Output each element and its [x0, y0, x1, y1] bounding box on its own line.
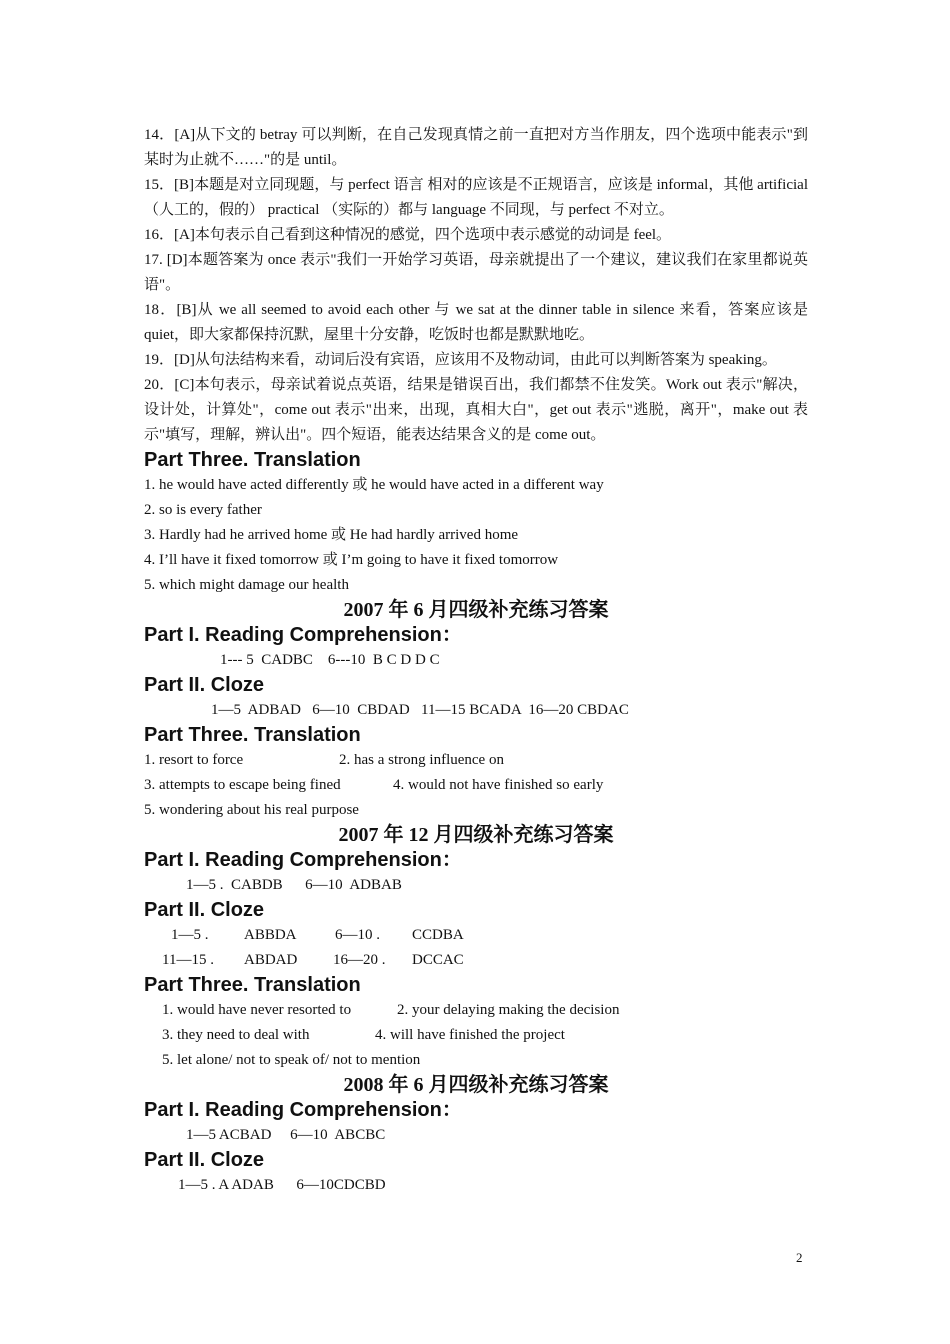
reading-heading: Part I. Reading Comprehension：	[144, 1099, 462, 1121]
translation-row	[144, 773, 808, 798]
cloze-range: 11—15 .	[162, 952, 214, 968]
translation-row	[144, 998, 808, 1023]
reading-answers: 1--- 5 CADBC 6---10 B C D D C	[220, 652, 440, 668]
translation-item: 3. Hardly had he arrived home 或 He had hardly arrived home	[144, 527, 519, 543]
translation-heading: Part Three. Translation	[144, 449, 361, 471]
cloze-row	[144, 923, 808, 948]
translation-row	[144, 1023, 808, 1048]
note-16: 16．[A]本句表示自己看到这种情况的感觉，四个选项中表示感觉的动词是 feel。	[144, 227, 672, 243]
note-17: 17. [D]本题答案为 once 表示"我们一开始学习英语，母亲就提出了一个建议，建议我们在家里都说英语"。	[144, 252, 808, 293]
section-title-2007-06: 2007 年 6 月四级补充练习答案	[343, 599, 609, 621]
cloze-answers: DCCAC	[412, 952, 464, 968]
translation-heading: Part Three. Translation	[144, 974, 361, 996]
translation-item: 1. would have never resorted to	[162, 1002, 352, 1018]
cloze-range: 16—20 .	[333, 952, 386, 968]
translation-item: 2. has a strong influence on	[339, 752, 504, 768]
translation-item: 3. they need to deal with	[162, 1027, 310, 1043]
note-19: 19．[D]从句法结构来看，动词后没有宾语，应该用不及物动词，由此可以判断答案为 speaking。	[144, 352, 777, 368]
cloze-answers: CCDBA	[412, 927, 464, 943]
cloze-heading: Part II. Cloze	[144, 674, 265, 696]
translation-item: 4. would not have finished so early	[393, 777, 604, 793]
page-number: 2	[796, 1250, 803, 1265]
cloze-row	[144, 948, 808, 973]
translation-item: 1. he would have acted differently 或 he would have acted in a different way	[144, 477, 604, 493]
translation-item: 2. so is every father	[144, 502, 262, 518]
note-20: 20．[C]本句表示，母亲试着说点英语，结果是错误百出，我们都禁不住发笑。Work out 表示"解决，设计处，计算处"，come out 表示"出来，出现，真相大白"，get out 表示"逃脱，离开"，make out 表示"填写，理解，辨认出"。四个短语，能表达结果含义的是 come out。	[144, 377, 808, 443]
translation-item: 3. attempts to escape being fined	[144, 777, 341, 793]
reading-heading: Part I. Reading Comprehension：	[144, 849, 462, 871]
note-15: 15．[B]本题是对立同现题，与 perfect 语言 相对的应该是不正规语言，应该是 informal，其他 artificial（人工的，假的） practical （实际的）都与 language 不同现，与 perfect 不对立。	[144, 177, 808, 218]
translation-heading: Part Three. Translation	[144, 724, 361, 746]
reading-answers: 1—5 . CABDB 6—10 ADBAB	[186, 877, 402, 893]
translation-item: 1. resort to force	[144, 752, 244, 768]
cloze-heading: Part II. Cloze	[144, 1149, 265, 1171]
translation-item: 5. wondering about his real purpose	[144, 802, 359, 818]
translation-row	[144, 748, 808, 773]
cloze-answers: 1—5 . A ADAB 6—10CDCBD	[178, 1177, 386, 1193]
section-title-2007-12: 2007 年 12 月四级补充练习答案	[338, 824, 614, 846]
translation-item: 5. let alone/ not to speak of/ not to mention	[162, 1052, 421, 1068]
cloze-answers: 1—5 ADBAD 6—10 CBDAD 11—15 BCADA 16—20 CBDAC	[211, 702, 629, 718]
cloze-range: 1—5 .	[171, 927, 209, 943]
note-14: 14．[A]从下文的 betray 可以判断，在自己发现真情之前一直把对方当作朋友，四个选项中能表示"到某时为止就不……"的是 until。	[144, 127, 808, 168]
reading-heading: Part I. Reading Comprehension：	[144, 624, 462, 646]
translation-item: 4. will have finished the project	[375, 1027, 565, 1043]
translation-item: 5. which might damage our health	[144, 577, 349, 593]
section-title-2008-06: 2008 年 6 月四级补充练习答案	[343, 1074, 609, 1096]
cloze-answers: ABBDA	[244, 927, 297, 943]
cloze-range: 6—10 .	[335, 927, 380, 943]
cloze-heading: Part II. Cloze	[144, 899, 265, 921]
reading-answers: 1—5 ACBAD 6—10 ABCBC	[186, 1127, 386, 1143]
translation-item: 2. your delaying making the decision	[397, 1002, 620, 1018]
note-18: 18．[B]从 we all seemed to avoid each other 与 we sat at the dinner table in silence 来看，答案应该是 quiet，即大家都保持沉默，屋里十分安静，吃饭时也都是默默地吃。	[144, 302, 808, 343]
cloze-answers: ABDAD	[244, 952, 298, 968]
document-page	[144, 123, 808, 1198]
translation-item: 4. I’ll have it fixed tomorrow 或 I’m going to have it fixed tomorrow	[144, 552, 559, 568]
